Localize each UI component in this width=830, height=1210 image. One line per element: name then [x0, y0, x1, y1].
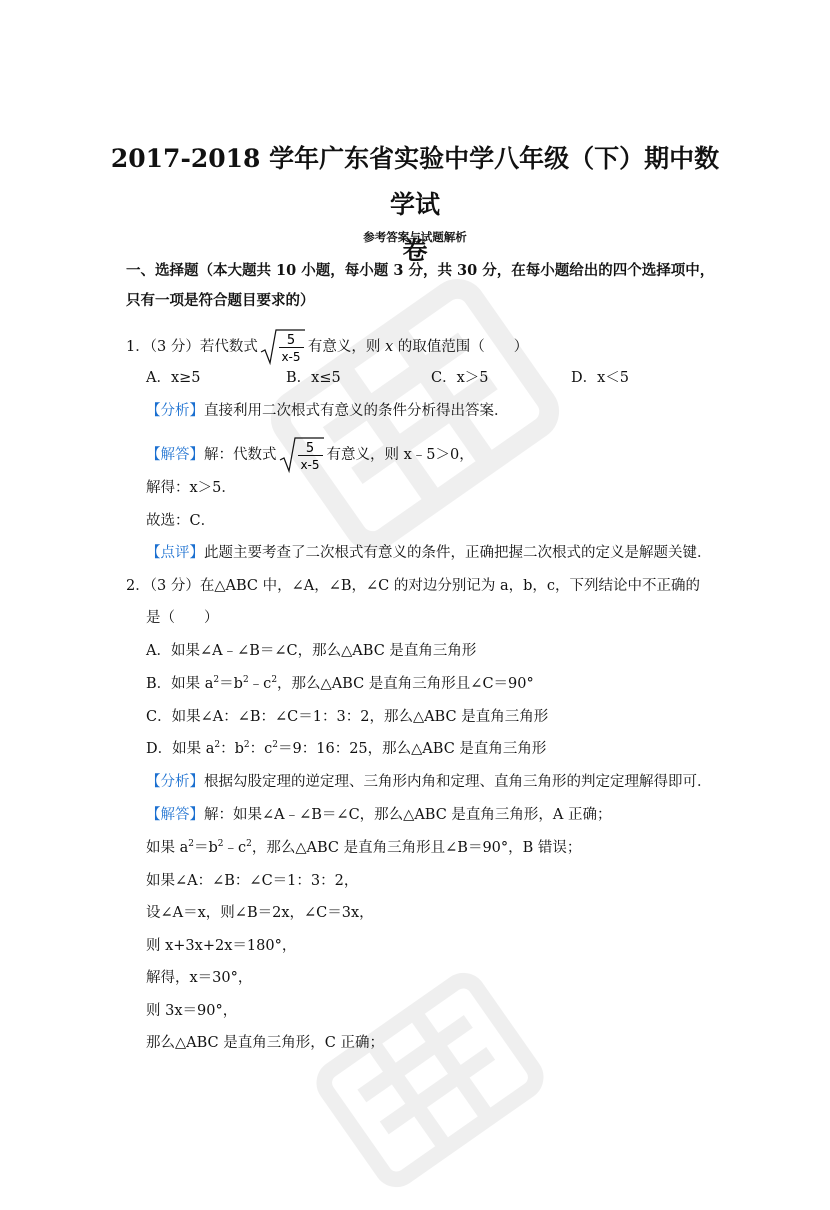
q2-option-b-sup-2: 2	[242, 675, 249, 686]
q2-option-b-mid-1: ＝b	[219, 676, 243, 692]
q1-answer	[146, 436, 474, 474]
q1-option-d: D．x＜5	[571, 370, 630, 386]
watermark-seal-bottom	[300, 950, 560, 1210]
q1-choose: 故选：C．	[146, 513, 216, 529]
q1-score: （3 分）若代数式	[149, 339, 258, 355]
q2-answer-line-4: 设∠A＝x，则∠B＝2x，∠C＝3x，	[146, 905, 374, 921]
q1-option-b: B．x≤5	[286, 370, 341, 386]
q2-answer-tag: 【解答】	[146, 807, 204, 823]
q1-comment-tag: 【点评】	[146, 545, 204, 561]
q2-option-b-sup-3: 2	[271, 675, 278, 686]
q2-stem-line-2: 是（ ）	[146, 610, 219, 626]
q2-option-d	[146, 739, 546, 759]
q2-line2-sup-2: 2	[217, 839, 224, 850]
q2-number: 2．	[126, 578, 150, 594]
q1-frac-numerator: 5	[286, 333, 295, 348]
q2-option-b-mid-2: ﹣c	[248, 676, 272, 692]
q2-answer-line-2	[146, 838, 581, 858]
section-heading-line-1: 一、选择题（本大题共 10 小题，每小题 3 分，共 30 分，在每小题给出的四个选择项中，	[126, 262, 715, 279]
q2-answer	[146, 805, 612, 825]
q2-analysis	[146, 772, 712, 792]
q2-analysis-text: 根据勾股定理的逆定理、三角形内角和定理、直角三角形的判定定理解得即可．	[204, 774, 712, 790]
q2-option-d-sup-2: 2	[243, 740, 250, 751]
q2-stem-text: （3 分）在△ABC 中，∠A，∠B，∠C 的对边分别记为 a，b，c，下列结论中不正确的	[149, 578, 701, 594]
q1-sqrt-fraction	[260, 328, 306, 366]
q2-answer-line-5: 则 x+3x+2x＝180°，	[146, 938, 297, 954]
q2-line2-mid-2: ﹣c	[223, 840, 247, 856]
q2-stem-line-1	[126, 576, 700, 596]
q2-answer-line-7: 则 3x＝90°，	[146, 1003, 238, 1019]
q1-comment	[146, 543, 712, 563]
q2-option-a: A．如果∠A﹣∠B＝∠C，那么△ABC 是直角三角形	[146, 643, 477, 659]
q1-stem	[126, 328, 528, 366]
q2-option-c: C．如果∠A：∠B：∠C＝1：3：2，那么△ABC 是直角三角形	[146, 709, 549, 725]
page-title	[100, 136, 730, 274]
q2-line2-sup-1: 2	[188, 839, 194, 850]
q1-analysis	[146, 401, 509, 421]
q1-answer-pre: 解：代数式	[204, 447, 277, 463]
q1-tail-2: 的取值范围（ ）	[397, 339, 529, 355]
q2-option-b	[146, 674, 534, 694]
q2-option-b-post: ，那么△ABC 是直角三角形且∠C＝90°	[277, 676, 534, 692]
q2-option-d-sup-3: 2	[272, 740, 279, 751]
title-line-1: 2017-2018 学年广东省实验中学八年级（下）期中数学试	[110, 144, 720, 219]
q1-solve: 解得：x＞5．	[146, 480, 236, 496]
q1-frac-denominator: x-5	[281, 350, 301, 364]
q2-answer-line-6: 解得，x＝30°，	[146, 970, 253, 986]
q1-option-a: A．x≥5	[146, 370, 201, 386]
q2-answer-line-8: 那么△ABC 是直角三角形，C 正确；	[146, 1035, 384, 1051]
section-heading-line-2: 只有一项是符合题目要求的）	[126, 292, 315, 309]
q1-answer-post: 有意义，则 x﹣5＞0，	[326, 447, 474, 463]
q2-option-b-sup-1: 2	[213, 675, 220, 686]
q1-comment-text: 此题主要考查了二次根式有意义的条件，正确把握二次根式的定义是解题关键．	[204, 545, 712, 561]
q2-option-d-post: ＝9：16：25，那么△ABC 是直角三角形	[278, 741, 547, 757]
q2-option-d-mid-1: ：b	[220, 741, 244, 757]
q1-answer-frac-numerator: 5	[305, 441, 314, 456]
q1-tail: 有意义，则	[307, 339, 381, 355]
q1-answer-frac-denominator: x-5	[299, 458, 320, 472]
q2-line2-sup-3: 2	[246, 839, 252, 850]
q1-option-c: C．x＞5	[431, 370, 489, 386]
q1-variable: x	[384, 339, 394, 355]
q2-option-d-pre: D．如果 a	[146, 741, 215, 757]
q2-analysis-tag: 【分析】	[146, 774, 204, 790]
q1-answer-tag: 【解答】	[146, 447, 204, 463]
q2-answer-line-3: 如果∠A：∠B：∠C＝1：3：2，	[146, 873, 359, 889]
title-line-2: 卷	[402, 236, 428, 265]
q2-answer-text: 解：如果∠A﹣∠B＝∠C，那么△ABC 是直角三角形，A 正确；	[204, 807, 612, 823]
q1-analysis-tag: 【分析】	[146, 403, 204, 419]
q2-line2-post: ，那么△ABC 是直角三角形且∠B＝90°，B 错误；	[251, 840, 582, 856]
q2-option-b-pre: B．如果 a	[146, 676, 214, 692]
q2-line2-pre: 如果 a	[146, 840, 189, 856]
q2-option-d-mid-2: ：c	[249, 741, 273, 757]
q1-answer-sqrt-fraction	[279, 436, 325, 474]
q2-option-d-sup-1: 2	[214, 740, 221, 751]
q2-line2-mid-1: ＝b	[194, 840, 218, 856]
q1-analysis-text: 直接利用二次根式有意义的条件分析得出答案．	[204, 403, 509, 419]
q1-number: 1．	[126, 339, 150, 355]
subtitle: 参考答案与试题解析	[363, 230, 467, 244]
